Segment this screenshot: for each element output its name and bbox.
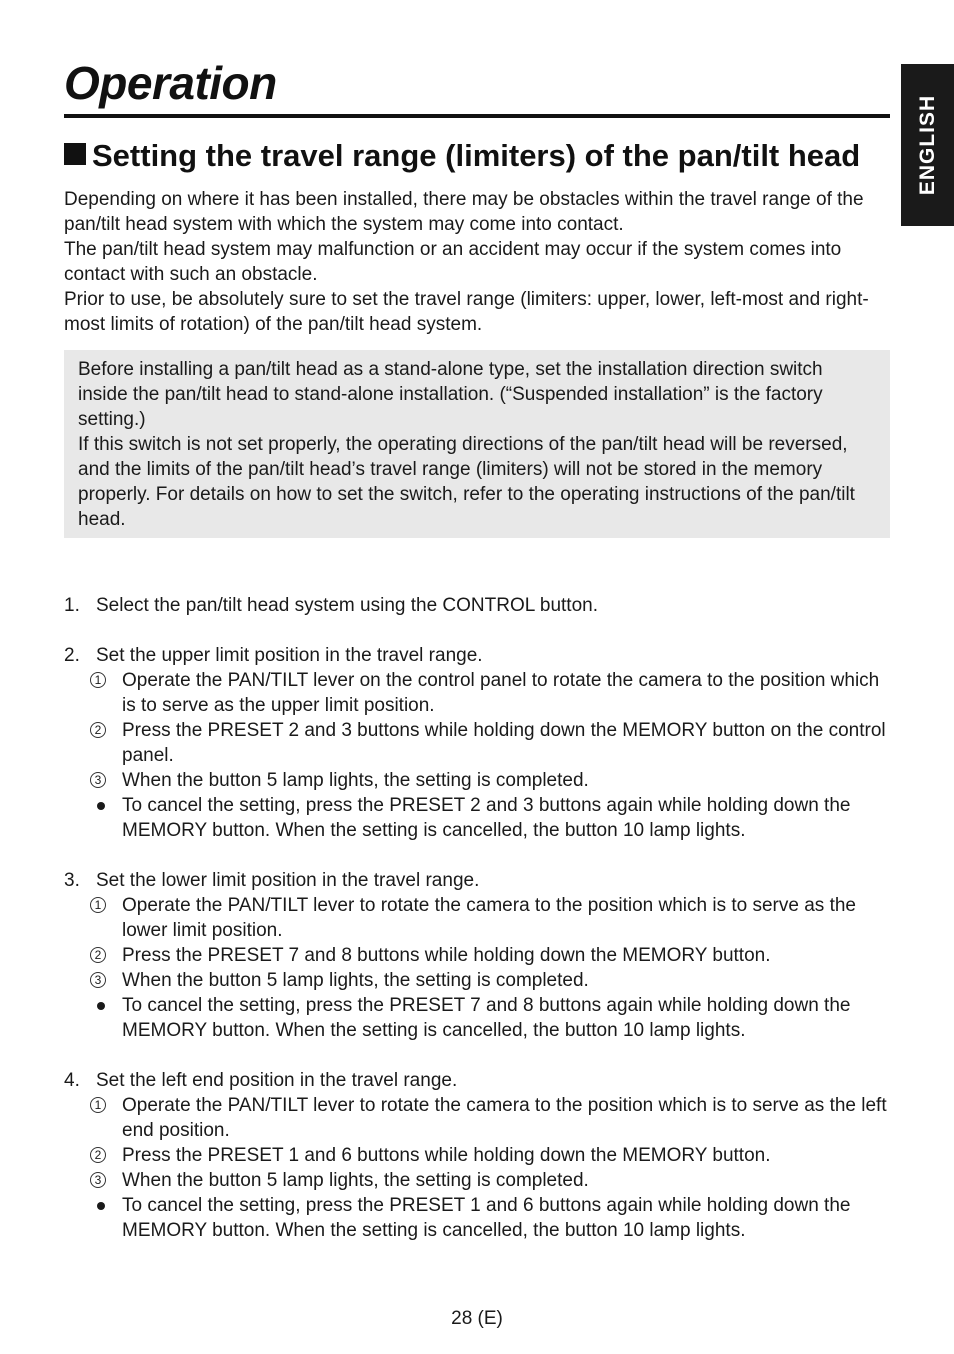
substep bbox=[64, 1093, 894, 1143]
substep-text: Press the PRESET 7 and 8 buttons while holding down the MEMORY button. bbox=[122, 945, 771, 966]
substep bbox=[64, 943, 894, 968]
substep bbox=[64, 968, 894, 993]
substep-text: When the button 5 lamp lights, the setting is completed. bbox=[122, 770, 589, 791]
substep-text: When the button 5 lamp lights, the setting is completed. bbox=[122, 970, 589, 991]
circled-number-icon: 2 bbox=[90, 947, 106, 963]
circled-number-icon: 1 bbox=[90, 897, 106, 913]
intro-paragraph: The pan/tilt head system may malfunction or an accident may occur if the system comes into contact with such an obstacle. bbox=[64, 239, 842, 285]
substep-text: Press the PRESET 2 and 3 buttons while holding down the MEMORY button on the control panel. bbox=[122, 720, 886, 766]
page-title: Operation bbox=[64, 57, 277, 109]
bullet-icon bbox=[97, 802, 105, 810]
steps-list bbox=[64, 593, 894, 1268]
circled-number-icon: 3 bbox=[90, 1172, 106, 1188]
circled-number-icon: 3 bbox=[90, 972, 106, 988]
substep-note bbox=[64, 993, 894, 1043]
circled-number-icon: 1 bbox=[90, 1097, 106, 1113]
circled-number-icon: 3 bbox=[90, 772, 106, 788]
step-text: Set the lower limit position in the travel range. bbox=[96, 870, 480, 891]
step-number: 2. bbox=[64, 645, 80, 666]
substep-text: To cancel the setting, press the PRESET 2 and 3 buttons again while holding down the MEMORY button. When the setting is cancelled, the button 10 lamp lights. bbox=[122, 795, 851, 841]
substep-text: Operate the PAN/TILT lever to rotate the camera to the position which is to serve as the left end position. bbox=[122, 1095, 887, 1141]
step-1 bbox=[64, 593, 894, 618]
intro-text bbox=[64, 187, 894, 337]
step-number: 4. bbox=[64, 1070, 80, 1091]
substep-note bbox=[64, 1193, 894, 1243]
page-number: 28 (E) bbox=[451, 1308, 503, 1329]
substep-text: To cancel the setting, press the PRESET 7 and 8 buttons again while holding down the MEMORY button. When the setting is cancelled, the button 10 lamp lights. bbox=[122, 995, 851, 1041]
circled-number-icon: 1 bbox=[90, 672, 106, 688]
substep bbox=[64, 1168, 894, 1193]
substep bbox=[64, 768, 894, 793]
substep bbox=[64, 668, 894, 718]
substep-text: When the button 5 lamp lights, the setting is completed. bbox=[122, 1170, 589, 1191]
substep bbox=[64, 1143, 894, 1168]
substep-text: To cancel the setting, press the PRESET 1 and 6 buttons again while holding down the MEMORY button. When the setting is cancelled, the button 10 lamp lights. bbox=[122, 1195, 851, 1241]
step-number: 3. bbox=[64, 870, 80, 891]
substep bbox=[64, 718, 894, 768]
step-2 bbox=[64, 643, 894, 843]
step-4 bbox=[64, 1068, 894, 1243]
step-number: 1. bbox=[64, 595, 80, 616]
circled-number-icon: 2 bbox=[90, 722, 106, 738]
square-bullet-icon bbox=[64, 143, 86, 165]
substep-text: Press the PRESET 1 and 6 buttons while holding down the MEMORY button. bbox=[122, 1145, 771, 1166]
notice-paragraph: If this switch is not set properly, the operating directions of the pan/tilt head will be reversed, and the limits of the pan/tilt head’s travel range (limiters) will not be stored in the memory properly. For details on how to set the switch, refer to the operating instructions of the pan/tilt head. bbox=[78, 434, 855, 530]
title-rule bbox=[64, 114, 890, 118]
intro-paragraph: Depending on where it has been installed, there may be obstacles within the travel range of the pan/tilt head system with which the system may come into contact. bbox=[64, 189, 864, 235]
section-heading-text: Setting the travel range (limiters) of the pan/tilt head bbox=[92, 138, 861, 173]
step-text: Select the pan/tilt head system using the CONTROL button. bbox=[96, 595, 598, 616]
bullet-icon bbox=[97, 1202, 105, 1210]
substep-text: Operate the PAN/TILT lever to rotate the camera to the position which is to serve as the lower limit position. bbox=[122, 895, 856, 941]
step-3 bbox=[64, 868, 894, 1043]
substep bbox=[64, 893, 894, 943]
notice-box bbox=[64, 350, 890, 538]
intro-paragraph: Prior to use, be absolutely sure to set the travel range (limiters: upper, lower, left-most and right-most limits of rotation) of the pan/tilt head system. bbox=[64, 289, 869, 335]
circled-number-icon: 2 bbox=[90, 1147, 106, 1163]
language-tab bbox=[901, 64, 954, 226]
step-text: Set the left end position in the travel range. bbox=[96, 1070, 458, 1091]
language-tab-label: ENGLISH bbox=[915, 94, 939, 196]
substep-note bbox=[64, 793, 894, 843]
section-heading bbox=[64, 138, 894, 174]
bullet-icon bbox=[97, 1002, 105, 1010]
step-text: Set the upper limit position in the travel range. bbox=[96, 645, 483, 666]
substep-text: Operate the PAN/TILT lever on the control panel to rotate the camera to the position which is to serve as the upper limit position. bbox=[122, 670, 880, 716]
notice-paragraph: Before installing a pan/tilt head as a stand-alone type, set the installation direction switch inside the pan/tilt head to stand-alone installation. (“Suspended installation” is the factory setting.) bbox=[78, 359, 823, 430]
